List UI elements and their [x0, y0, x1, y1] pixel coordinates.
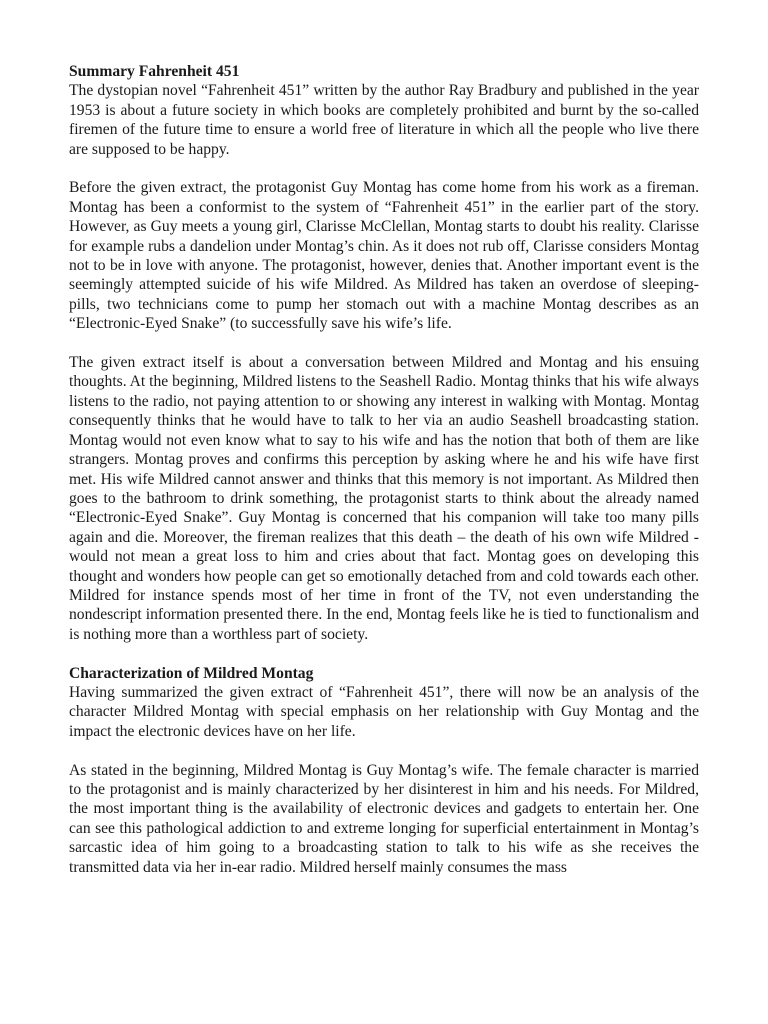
- paragraph-spacer: [69, 644, 699, 663]
- paragraph-characterization-intro: Having summarized the given extract of “Fahrenheit 451”, there will now be an analysis of the character Mildred Montag with special emphasis on her relationship with Guy Montag and the impact the electronic devices have on her life.: [69, 683, 699, 740]
- paragraph-spacer: [69, 334, 699, 353]
- section-heading-summary: Summary Fahrenheit 451: [69, 63, 240, 80]
- paragraph-before-extract: Before the given extract, the protagonist Guy Montag has come home from his work as a fireman. Montag has been a conformist to the system of “Fahrenheit 451” in the earlier part of the story. However, as Guy meets a young girl, Clarisse McClellan, Montag starts to doubt his reality. Clarisse for example rubs a dandelion under Montag’s chin. As it does not rub off, Clarisse considers Montag not to be in love with anyone. The protagonist, however, denies that. Another important event is the seemingly attempted suicide of his wife Mildred. As Mildred has taken an overdose of sleeping-pills, two technicians come to pump her stomach out with a machine Montag describes as an “Electronic-Eyed Snake” (to successfully save his wife’s life.: [69, 179, 699, 333]
- paragraph-extract-summary: The given extract itself is about a conversation between Mildred and Montag and his ensuing thoughts. At the beginning, Mildred listens to the Seashell Radio. Montag thinks that his wife always listens to the radio, not paying attention to or showing any interest in walking with Montag. Montag consequently thinks that he would have to talk to her via an audio Seashell broadcasting station. Montag would not even know what to say to his wife and has the notion that both of them are like strangers. Montag proves and confirms this perception by asking where he and his wife have first met. His wife Mildred cannot answer and thinks that this memory is not important. As Mildred then goes to the bathroom to drink something, the protagonist starts to think about the already named “Electronic-Eyed Snake”. Guy Montag is concerned that his companion will take too many pills again and die. Moreover, the fireman realizes that this death – the death of his own wife Mildred - would not mean a great loss to him and cries about that fact. Montag goes on developing this thought and wonders how people can get so emotionally detached from and cold towards each other. Mildred for instance spends most of her time in front of the TV, not even understanding the nondescript information presented there. In the end, Montag feels like he is tied to functionalism and is nothing more than a worthless part of society.: [69, 354, 699, 643]
- paragraph-spacer: [69, 741, 699, 760]
- section-heading-characterization: Characterization of Mildred Montag: [69, 664, 314, 682]
- paragraph-summary-intro: The dystopian novel “Fahrenheit 451” written by the author Ray Bradbury and published in the year 1953 is about a future society in which books are completely prohibited and burnt by the so-called firemen of the future time to ensure a world free of literature in which all the people who live there are supposed to be happy.: [69, 82, 699, 158]
- paragraph-mildred-description: As stated in the beginning, Mildred Montag is Guy Montag’s wife. The female character is married to the protagonist and is mainly characterized by her disinterest in him and his needs. For Mildred, the most important thing is the availability of electronic devices and gadgets to entertain her. One can see this pathological addiction to and extreme longing for superficial entertainment in Montag’s sarcastic idea of him going to a broadcasting station to talk to his wife as she receives the transmitted data via her in-ear radio. Mildred herself mainly consumes the mass: [69, 761, 699, 876]
- paragraph-spacer: [69, 159, 699, 178]
- document-page: [69, 62, 699, 877]
